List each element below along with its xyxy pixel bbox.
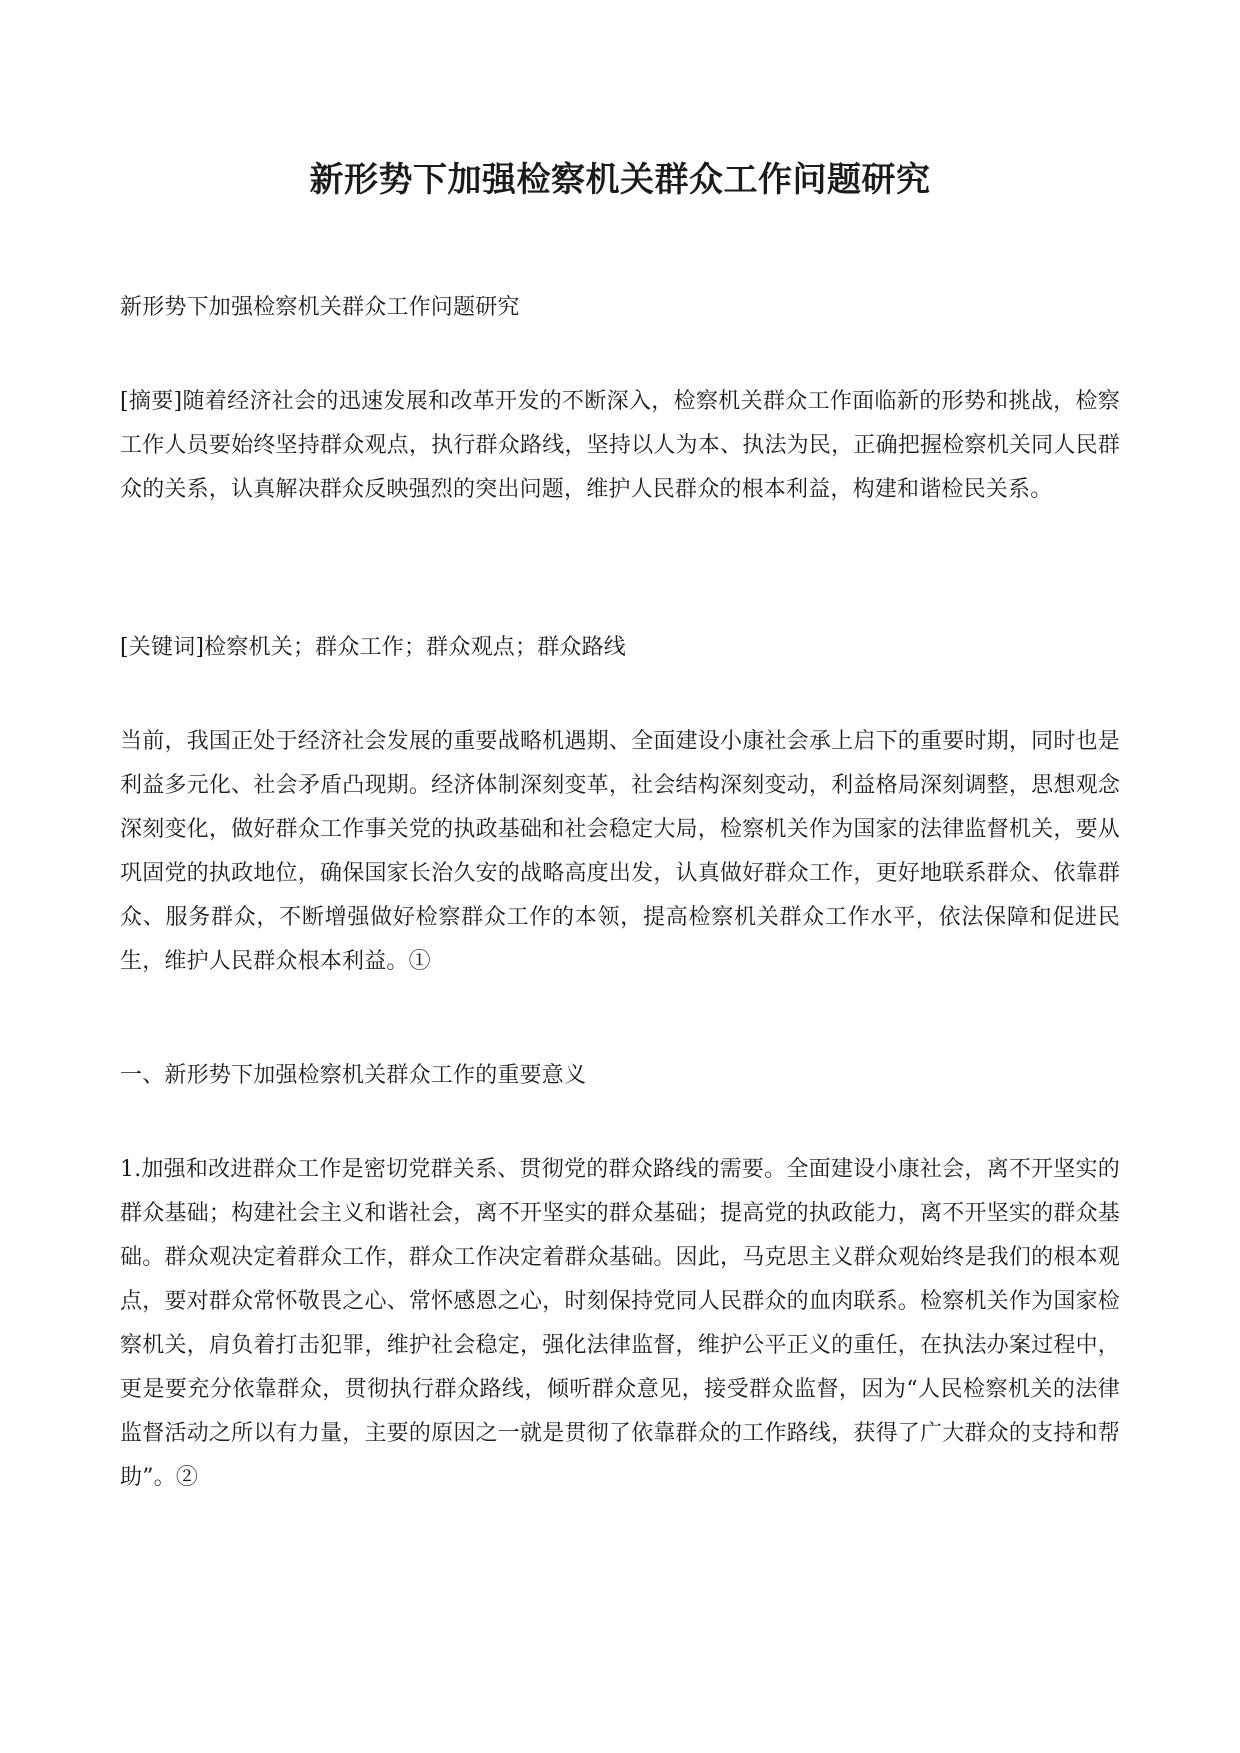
abstract-paragraph: [摘要]随着经济社会的迅速发展和改革开发的不断深入，检察机关群众工作面临新的形势和挑战，检察工作人员要始终坚持群众观点，执行群众路线，坚持以人为本、执法为民，正确把握检察机关同人民群众的关系，认真解决群众反映强烈的突出问题，维护人民群众的根本利益，构建和谐检民关系。 <box>120 389 1120 502</box>
intro-paragraph: 当前，我国正处于经济社会发展的重要战略机遇期、全面建设小康社会承上启下的重要时期，同时也是利益多元化、社会矛盾凸现期。经济体制深刻变革，社会结构深刻变动，利益格局深刻调整，思想观念深刻变化，做好群众工作事关党的执政基础和社会稳定大局，检察机关作为国家的法律监督机关，要从巩固党的执政地位，确保国家长治久安的战略高度出发，认真做好群众工作，更好地联系群众、依靠群众、服务群众，不断增强做好检察群众工作的本领，提高检察机关群众工作水平，依法保障和促进民生，维护人民群众根本利益。① <box>120 729 1120 974</box>
section-heading: 一、新形势下加强检察机关群众工作的重要意义 <box>120 1063 587 1088</box>
document-title: 新形势下加强检察机关群众工作问题研究 <box>309 160 931 200</box>
body-paragraph: 1.加强和改进群众工作是密切党群关系、贯彻党的群众路线的需要。全面建设小康社会，离不开坚实的群众基础；构建社会主义和谐社会，离不开坚实的群众基础；提高党的执政能力，离不开坚实的群众基础。群众观决定着群众工作，群众工作决定着群众基础。因此，马克思主义群众观始终是我们的根本观点，要对群众常怀敬畏之心、常怀感恩之心，时刻保持党同人民群众的血肉联系。检察机关作为国家检察机关，肩负着打击犯罪，维护社会稳定，强化法律监督，维护公平正义的重任，在执法办案过程中，更是要充分依靠群众，贯彻执行群众路线，倾听群众意见，接受群众监督，因为“人民检察机关的法律监督活动之所以有力量，主要的原因之一就是贯彻了依靠群众的工作路线，获得了广大群众的支持和帮助”。② <box>120 1157 1120 1490</box>
keywords-paragraph: [关键词]检察机关；群众工作；群众观点；群众路线 <box>120 635 626 660</box>
document-subtitle: 新形势下加强检察机关群众工作问题研究 <box>120 295 520 320</box>
